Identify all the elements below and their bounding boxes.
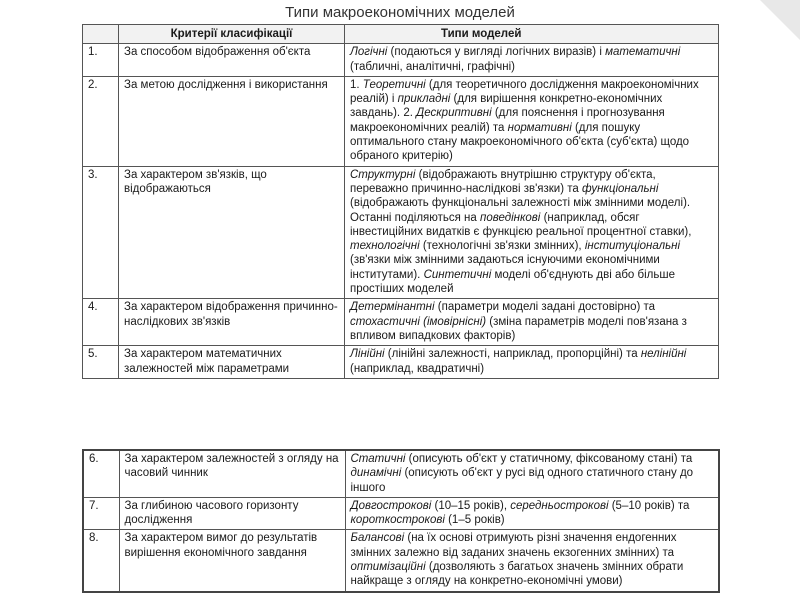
row-number: 6. (83, 450, 119, 497)
table-row (83, 166, 719, 299)
table-row (83, 346, 719, 379)
row-number: 4. (83, 299, 119, 346)
model-type-term: Довгострокові (350, 499, 432, 512)
row-model-types (345, 450, 719, 497)
row-model-types (345, 530, 719, 592)
model-type-term: Балансові (350, 532, 405, 545)
model-type-text: (наприклад, квадратичні) (350, 362, 485, 375)
model-type-text: (для пояснення і прогнозування макроекономічних реалій) та (350, 107, 665, 134)
model-type-text: (наприклад, обсяг інвестиційних видатків є функцією реальної процентної ставки), (350, 211, 692, 238)
row-criterion: За глибиною часового горизонту дослідження (119, 497, 345, 530)
model-type-text: (дозволяють з багатьох значень змінних обрати найкраще з огляду на конкретно-економічні умови) (350, 561, 684, 588)
row-criterion: За характером залежностей з огляду на часовий чинник (119, 450, 345, 497)
row-number: 7. (83, 497, 119, 530)
table-row (83, 76, 719, 166)
model-type-text: (для теоретичного дослідження макроекономічних реалій) і (350, 78, 699, 106)
model-type-text: (відображають функціональні залежності між змінними моделі). Останні поділяються на (350, 197, 691, 224)
model-type-term: Дескриптивні (416, 107, 492, 120)
model-type-text: (подаються у вигляді логічних виразів) і (387, 46, 606, 59)
model-type-term: Структурні (350, 168, 416, 181)
header-model-types: Типи моделей (345, 25, 719, 44)
model-type-term: динамічні (350, 467, 402, 480)
model-type-text: 2. (403, 107, 417, 120)
model-type-term: Статичні (350, 453, 406, 465)
table-row (83, 299, 719, 346)
model-type-term: оптимізаційні (350, 561, 426, 574)
model-type-text: (для пошуку оптимального стану макроекономічного об'єкта (суб'єкта) щодо обраного критерію) (350, 121, 690, 163)
models-table-part-1 (82, 24, 719, 379)
row-model-types (345, 76, 719, 166)
row-model-types (345, 497, 719, 530)
model-type-term: поведінкові (480, 211, 541, 224)
slide-title: Типи макроекономічних моделей (285, 4, 515, 21)
model-type-term: Лінійні (350, 348, 385, 361)
model-type-term: короткострокові (350, 514, 445, 527)
model-type-term: технологічні (350, 240, 420, 253)
model-type-term: Логічні (350, 46, 388, 59)
row-model-types (345, 346, 719, 379)
model-type-text: (лінійні залежності, наприклад, пропорційні) та (384, 348, 641, 361)
row-model-types (345, 299, 719, 346)
row-criterion: За характером зв'язків, що відображаються (119, 166, 345, 299)
table-row (83, 450, 719, 497)
model-type-term: інституціональні (584, 240, 681, 253)
model-type-text: (зв'язки між змінними задаються існуючими економічними інститутами). (350, 254, 660, 281)
model-type-term: нормативні (507, 121, 572, 134)
model-type-term: Синтетичні (423, 268, 492, 281)
model-type-term: математичні (605, 46, 681, 59)
model-type-term: Теоретичні (362, 78, 426, 91)
model-type-text: моделі об'єднують дві або більше простіших моделей (350, 268, 675, 296)
models-table-part-2 (82, 449, 720, 593)
model-type-text: (зміна параметрів моделі пов'язана з впливом випадкових факторів) (350, 315, 687, 342)
table-row (83, 44, 719, 77)
model-type-term: прикладні (397, 93, 451, 106)
model-type-term: функціональні (582, 182, 659, 195)
row-criterion: За способом відображення об'єкта (119, 44, 345, 77)
model-type-term: стохастичні (імовірнісні) (350, 315, 487, 328)
model-type-text: 1. (350, 78, 363, 91)
model-type-text: (описують об'єкт у русі від одного статичного стану до іншого (350, 467, 694, 494)
table-row (83, 530, 719, 592)
model-type-text: (5–10 років) та (608, 499, 690, 512)
model-type-text: (на їх основі отримують різні значення ендогенних змінних залежно від заданих значень екзогенних змінних) та (350, 532, 677, 559)
table-row (83, 497, 719, 530)
row-criterion: За характером математичних залежностей між параметрами (119, 346, 345, 379)
model-type-text: (відображають внутрішню структуру об'єкта, переважно причинно-наслідкові зв'язки) та (350, 168, 656, 195)
row-number: 3. (83, 166, 119, 299)
model-type-term: Детермінантні (350, 301, 435, 314)
model-type-text: (1–5 років) (444, 514, 505, 527)
header-criteria: Критерії класифікації (119, 25, 345, 44)
model-type-text: (для вирішення конкретно-економічних завдань). (350, 93, 663, 120)
row-criterion: За характером відображення причинно-наслідкових зв'язків (119, 299, 345, 346)
model-type-term: нелінійні (640, 348, 687, 361)
row-model-types (345, 166, 719, 299)
model-type-term: середньострокові (510, 499, 609, 512)
model-type-text: (10–15 років), (431, 499, 511, 512)
table-header-row (83, 25, 719, 44)
row-number: 5. (83, 346, 119, 379)
row-number: 1. (83, 44, 119, 77)
model-type-text: (табличні, аналітичні, графічні) (350, 60, 515, 73)
header-number (83, 25, 119, 44)
row-number: 8. (83, 530, 119, 592)
row-criterion: За метою дослідження і використання (119, 76, 345, 166)
row-number: 2. (83, 76, 119, 166)
row-model-types (345, 44, 719, 77)
row-criterion: За характером вимог до результатів вирішення економічного завдання (119, 530, 345, 592)
model-type-text: (описують об'єкт у статичному, фіксованому стані) та (405, 453, 693, 465)
model-type-text: (технологічні зв'язки змінних), (419, 240, 585, 253)
model-type-text: (параметри моделі задані достовірно) та (434, 301, 656, 314)
